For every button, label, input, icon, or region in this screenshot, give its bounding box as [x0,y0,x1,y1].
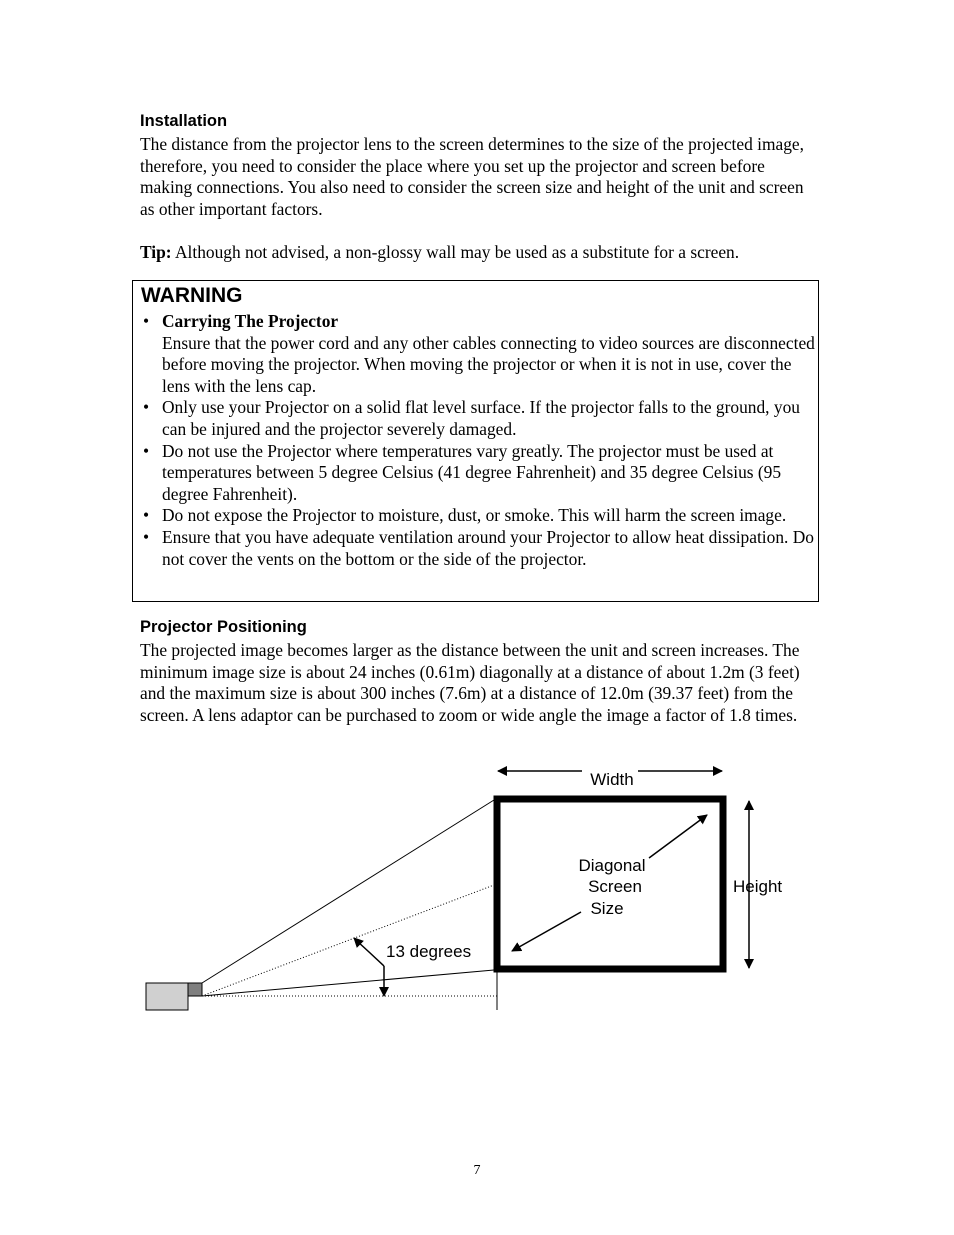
angle-label: 13 degrees [386,942,472,961]
warning-list [139,311,815,570]
diagonal-label-line1: Diagonal [578,856,646,875]
diagonal-label-line2: Screen [588,877,642,896]
warning-item-text: Ensure that you have adequate ventilation around your Projector to allow heat dissipation. Do not cover the vents on the bottom or the side of the projector. [162,526,814,569]
projection-diagram [0,750,954,1020]
positioning-paragraph: The projected image becomes larger as the distance between the unit and screen increases. The minimum image size is about 24 inches (0.61m) diagonally at a distance of about 1.2m (3 feet) and the maximum size is about 300 inches (7.6m) at a distance of 12.0m (39.37 feet) from the screen. A lens adaptor can be purchased to zoom or wide angle the image a factor of 1.8 times. [140,640,800,725]
warning-item-text: Do not expose the Projector to moisture, dust, or smoke. This will harm the screen image. [162,505,787,526]
diagonal-arrow-lower [512,912,581,951]
tip-paragraph [140,242,812,264]
projector-body [146,983,188,1010]
bullet-icon: • [142,505,150,526]
projection-line-bottom [202,970,494,996]
bullet-icon: • [142,311,150,331]
bullet-icon: • [142,397,150,418]
bullet-icon: • [142,526,150,547]
tip-label: Tip: [140,242,172,262]
projection-centerline [202,885,494,996]
diagonal-label-line3: Size [590,899,624,918]
warning-item [139,311,815,397]
warning-item-title: Carrying The Projector [162,311,339,331]
page-number: 7 [473,1163,481,1178]
installation-heading: Installation [140,112,228,130]
width-label: Width [590,770,634,789]
angle-pointer-upper [357,941,384,966]
height-label: Height [733,877,783,896]
warning-item [139,505,815,527]
angle-arrow-upper [354,938,357,941]
installation-paragraph: The distance from the projector lens to the screen determines to the size of the projected image, therefore, you need to consider the place where you set up the projector and screen before making connections. You also need to consider the screen size and height of the unit and screen as other important factors. [140,134,804,219]
bullet-icon: • [142,440,150,461]
warning-item-text: Ensure that the power cord and any other cables connecting to video sources are disconnected before moving the projector. When moving the projector or when it is not in use, cover the lens with the lens cap. [162,332,815,396]
diagonal-arrow-upper [649,815,707,858]
warning-item [139,527,815,570]
warning-item [139,441,815,506]
warning-title: WARNING [141,284,243,307]
warning-item-text: Only use your Projector on a solid flat level surface. If the projector falls to the ground, you can be injured and the projector severely damaged. [162,397,800,439]
projector-lens [188,983,202,996]
warning-item-text: Do not use the Projector where temperatures vary greatly. The projector must be used at temperatures between 5 degree Celsius (41 degree Fahrenheit) and 35 degree Celsius (95 degree Fahrenheit). [162,440,782,504]
warning-item [139,397,815,440]
warning-box [132,280,819,602]
tip-text: Although not advised, a non-glossy wall may be used as a substitute for a screen. [171,242,740,262]
positioning-heading: Projector Positioning [140,618,307,636]
